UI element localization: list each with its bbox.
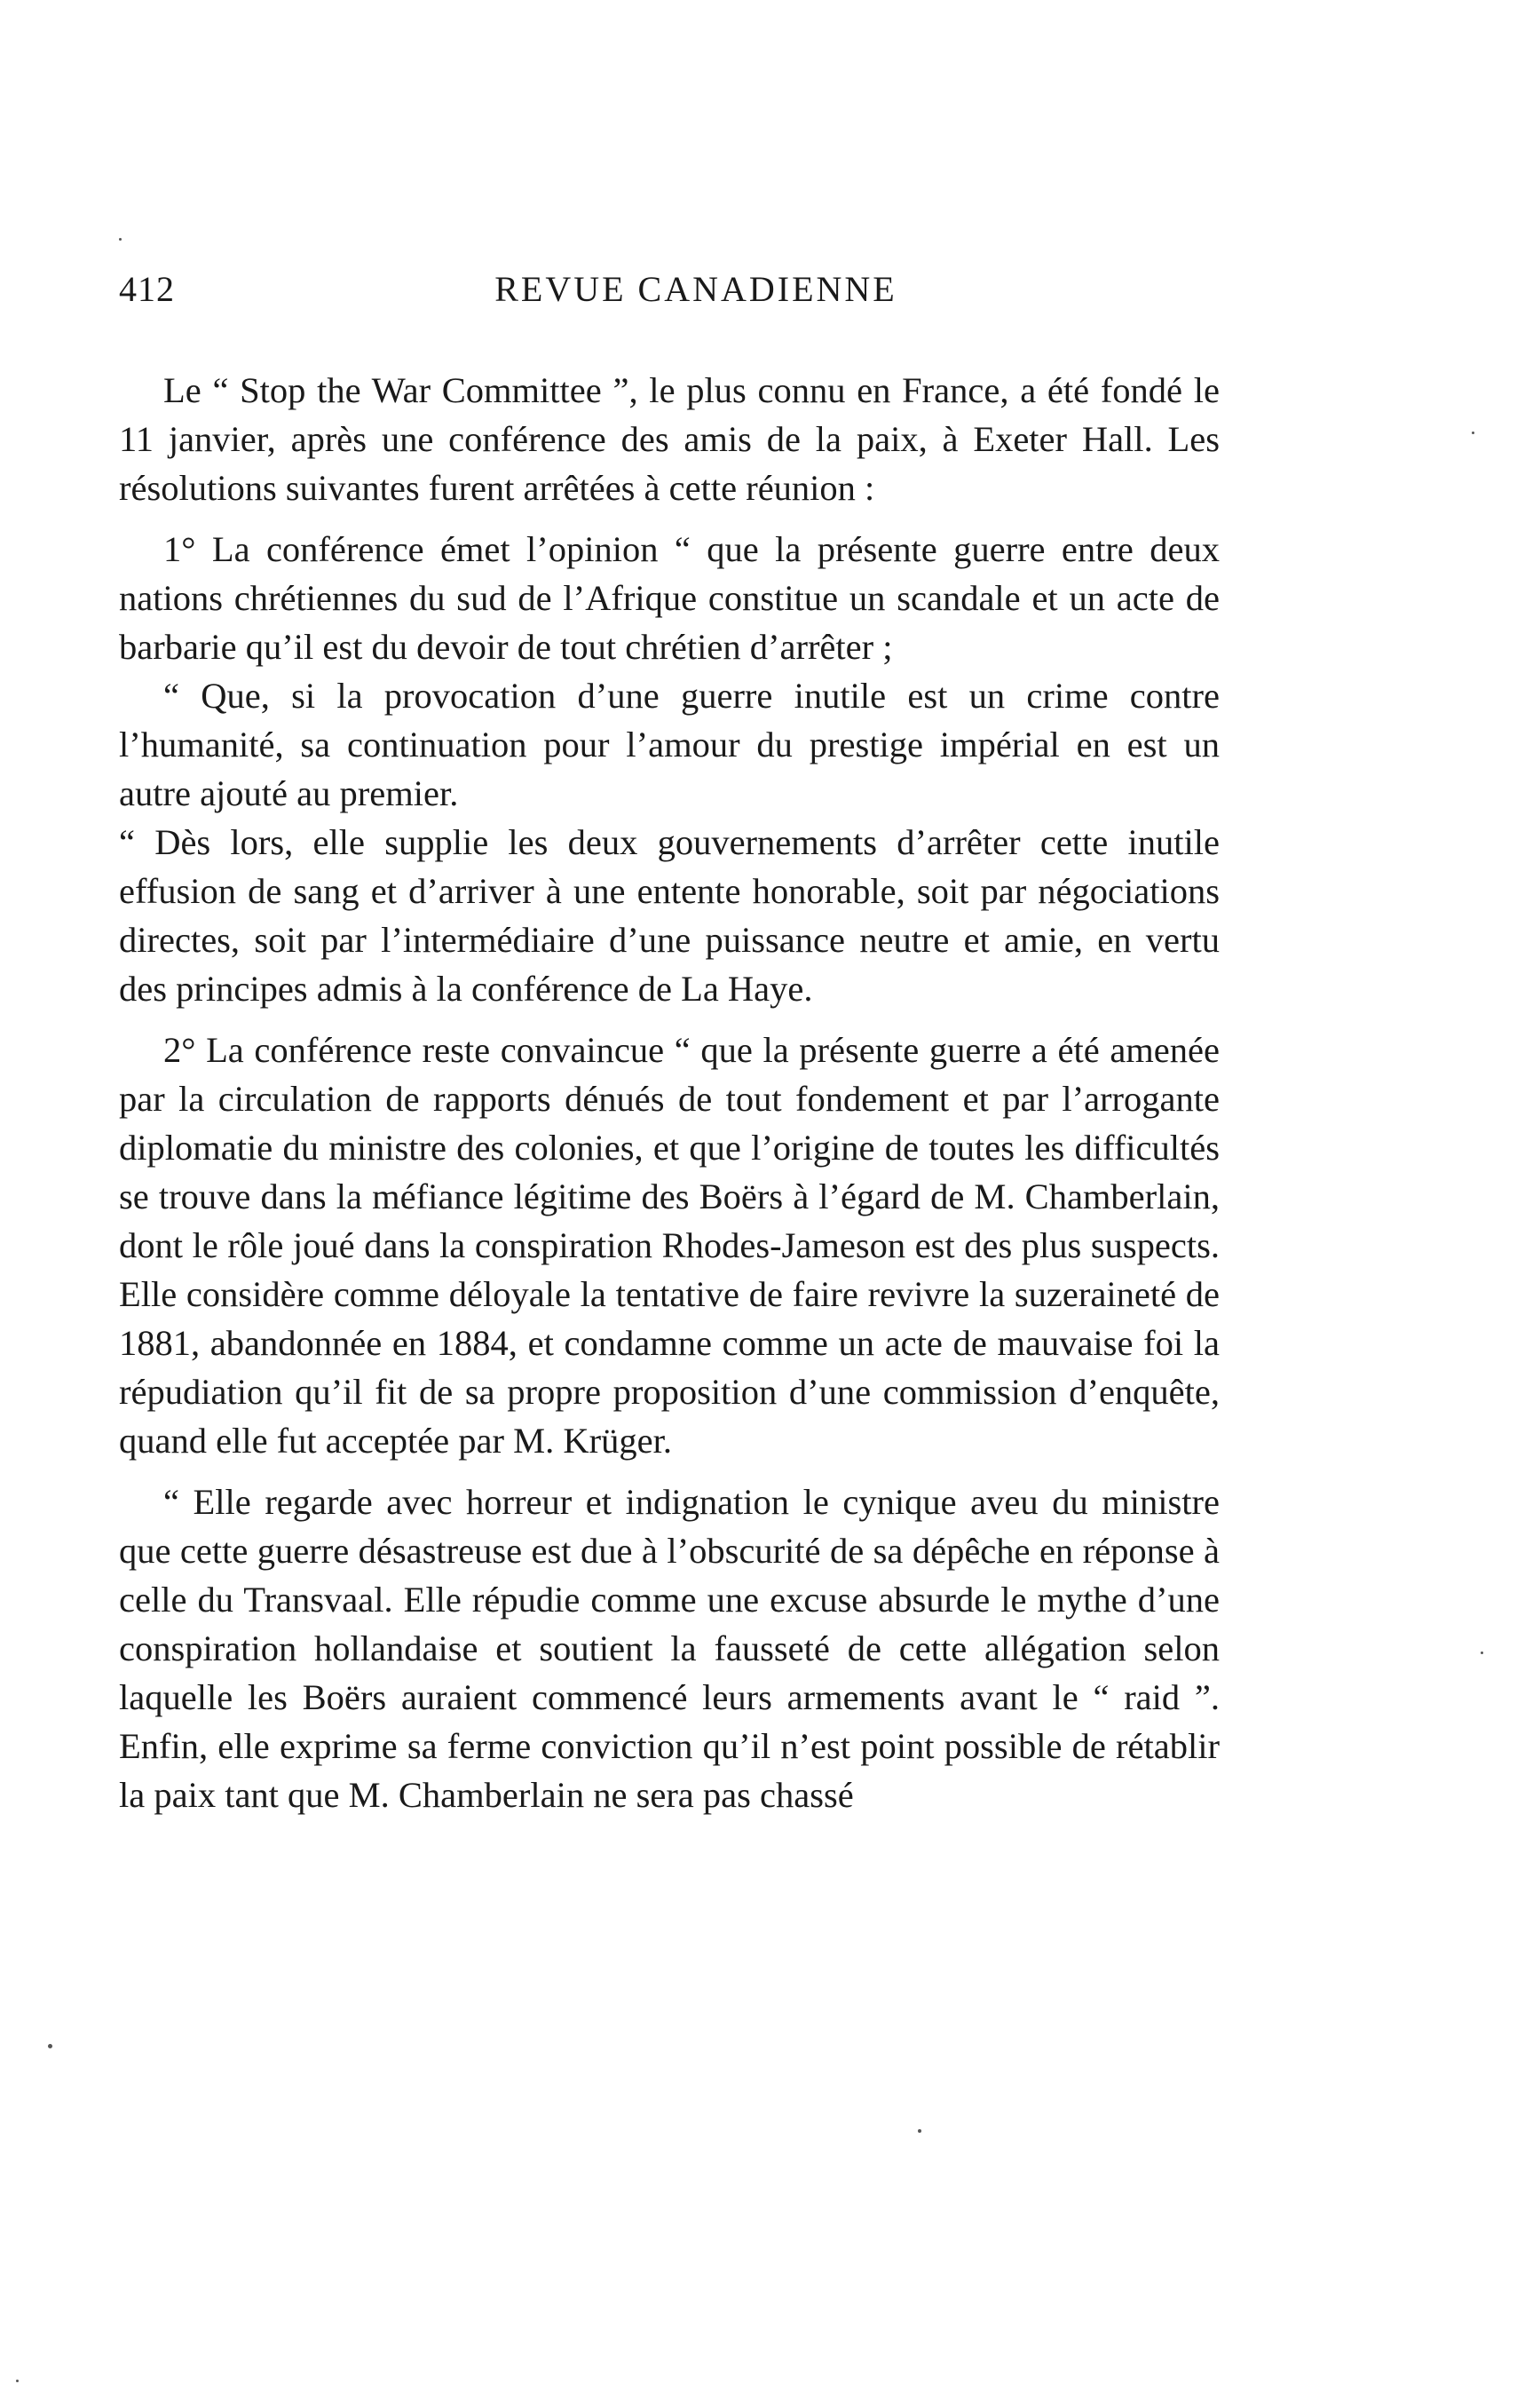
paragraph-stop-the-war-committee: Le “ Stop the War Committee ”, le plus connu en France, a été fondé le 11 janvier, après une conférence des amis de la paix, à Exeter Hall. Les résolutions suivantes furent arrêtées à cette réunion : [119,370,1220,508]
scan-speck [1481,1652,1483,1654]
running-head [119,263,1220,316]
body-text [119,366,1220,1819]
paragraph-resolution-2-continued: “ Elle regarde avec horreur et indignation le cynique aveu du ministre que cette guerre désastreuse est due à l’obscurité de sa dépêche en réponse à celle du Transvaal. Elle répudie comme une excuse absurde le mythe d’une conspiration hollandaise et soutient la fausseté de cette allégation selon laquelle les Boërs auraient commencé leurs armements avant le “ raid ”. Enfin, elle exprime sa ferme conviction qu’il n’est point possible de rétablir la paix tant que M. Chamberlain ne sera pas chassé [119,1482,1220,1815]
paragraph-resolution-1-continued: “ Que, si la provocation d’une guerre inutile est un crime contre l’humanité, sa continuation pour l’amour du prestige impérial en est un autre ajouté au premier. [119,676,1220,813]
scan-speck [48,2044,52,2048]
scan-speck [1472,432,1474,434]
scan-speck [16,2380,19,2382]
page-number: 412 [119,269,175,309]
scan-speck [918,2129,921,2133]
paragraph-resolution-2: 2° La conférence reste convaincue “ que la présente guerre a été amenée par la circulation de rapports dénués de tout fondement et par l’arrogante diplomatie du ministre des colonies, et que l’origine de toutes les difficultés se trouve dans la méfiance légitime des Boërs à l’égard de M. Chamberlain, dont le rôle joué dans la conspiration Rhodes-Jameson est des plus suspects. Elle considère comme déloyale la tentative de faire revivre la suzeraineté de 1881, abandonnée en 1884, et condamne comme un acte de mauvaise foi la répudiation qu’il fit de sa propre proposition d’une commission d’enquête, quand elle fut acceptée par M. Krüger. [119,1030,1220,1461]
running-title: REVUE CANADIENNE [494,269,897,309]
paragraph-resolution-1-plea: “ Dès lors, elle supplie les deux gouvernements d’arrêter cette inutile effusion de sang et d’arriver à une entente honorable, soit par négociations directes, soit par l’intermédiaire d’une puissance neutre et amie, en vertu des principes admis à la conférence de La Haye. [119,822,1220,1009]
paragraph-resolution-1: 1° La conférence émet l’opinion “ que la présente guerre entre deux nations chrétiennes du sud de l’Afrique constitue un scandale et un acte de barbarie qu’il est du devoir de tout chrétien d’arrêter ; [119,529,1220,667]
scan-speck [119,238,122,241]
